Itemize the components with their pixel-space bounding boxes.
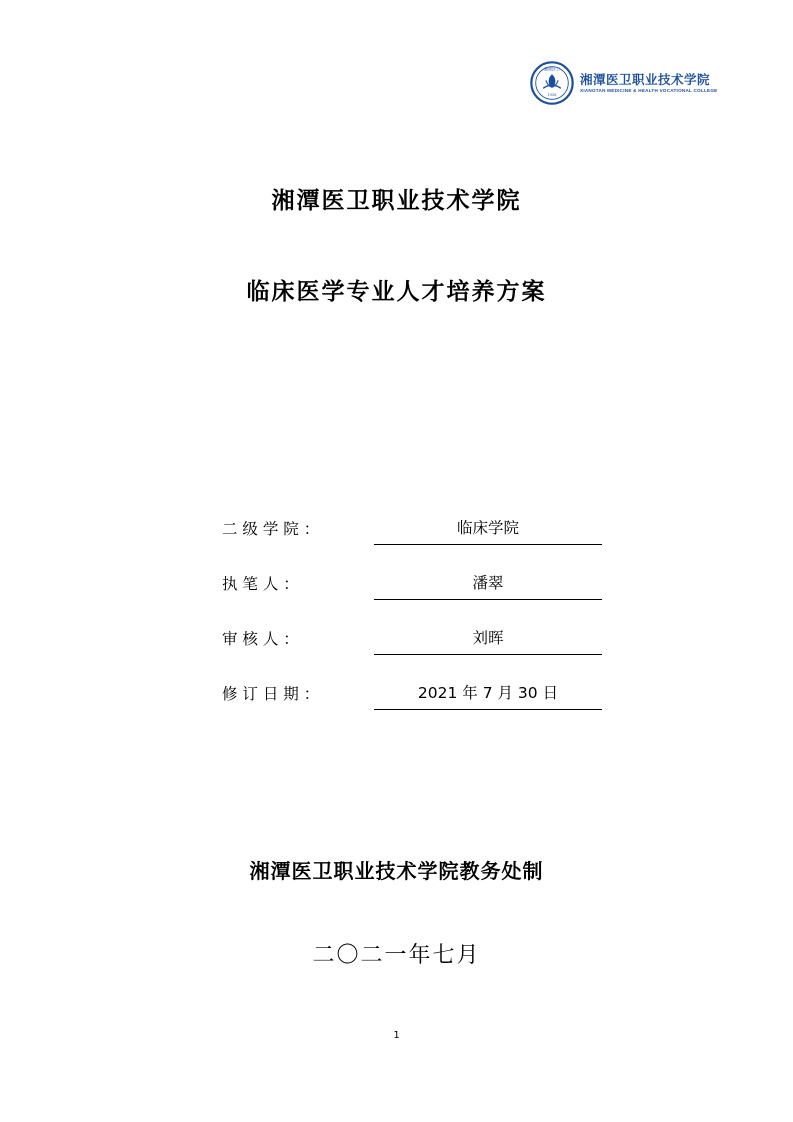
- page-number: 1: [393, 1030, 400, 1041]
- college-seal-icon: [530, 61, 574, 105]
- logo-name-en: XIANGTAN MEDICINE & HEALTH VOCATIONAL COLLEGE: [580, 88, 718, 94]
- svg-text:湘潭医卫: 湘潭医卫: [544, 66, 560, 72]
- meta-row: [222, 655, 602, 710]
- meta-value-author: 潘翠: [374, 571, 602, 600]
- meta-fields: [222, 490, 602, 710]
- meta-label-revision-date: 修 订 日 期 ：: [222, 685, 320, 703]
- college-logo: [530, 58, 718, 108]
- meta-row: [222, 600, 602, 655]
- page-subtitle: 临床医学专业人才培养方案: [246, 279, 547, 305]
- logo-name-cn: 湘潭医卫职业技术学院: [580, 71, 711, 87]
- meta-row: [222, 545, 602, 600]
- page-title: 湘潭医卫职业技术学院: [271, 188, 522, 214]
- svg-text:1958: 1958: [547, 93, 557, 98]
- meta-value-revision-date: 2021 年 7 月 30 日: [374, 681, 602, 710]
- meta-label-department: 二 级 学 院 ：: [222, 520, 320, 538]
- meta-label-author: 执 笔 人 ：: [222, 575, 299, 593]
- meta-row: [222, 490, 602, 545]
- title-block: [0, 182, 793, 306]
- meta-value-reviewer: 刘晖: [374, 626, 602, 655]
- logo-text-block: [580, 73, 718, 94]
- date-line: 二〇二一年七月: [312, 943, 481, 968]
- issuer-line: 湘潭医卫职业技术学院教务处制: [249, 859, 544, 883]
- meta-label-reviewer: 审 核 人 ：: [222, 630, 299, 648]
- meta-value-department: 临床学院: [374, 516, 602, 545]
